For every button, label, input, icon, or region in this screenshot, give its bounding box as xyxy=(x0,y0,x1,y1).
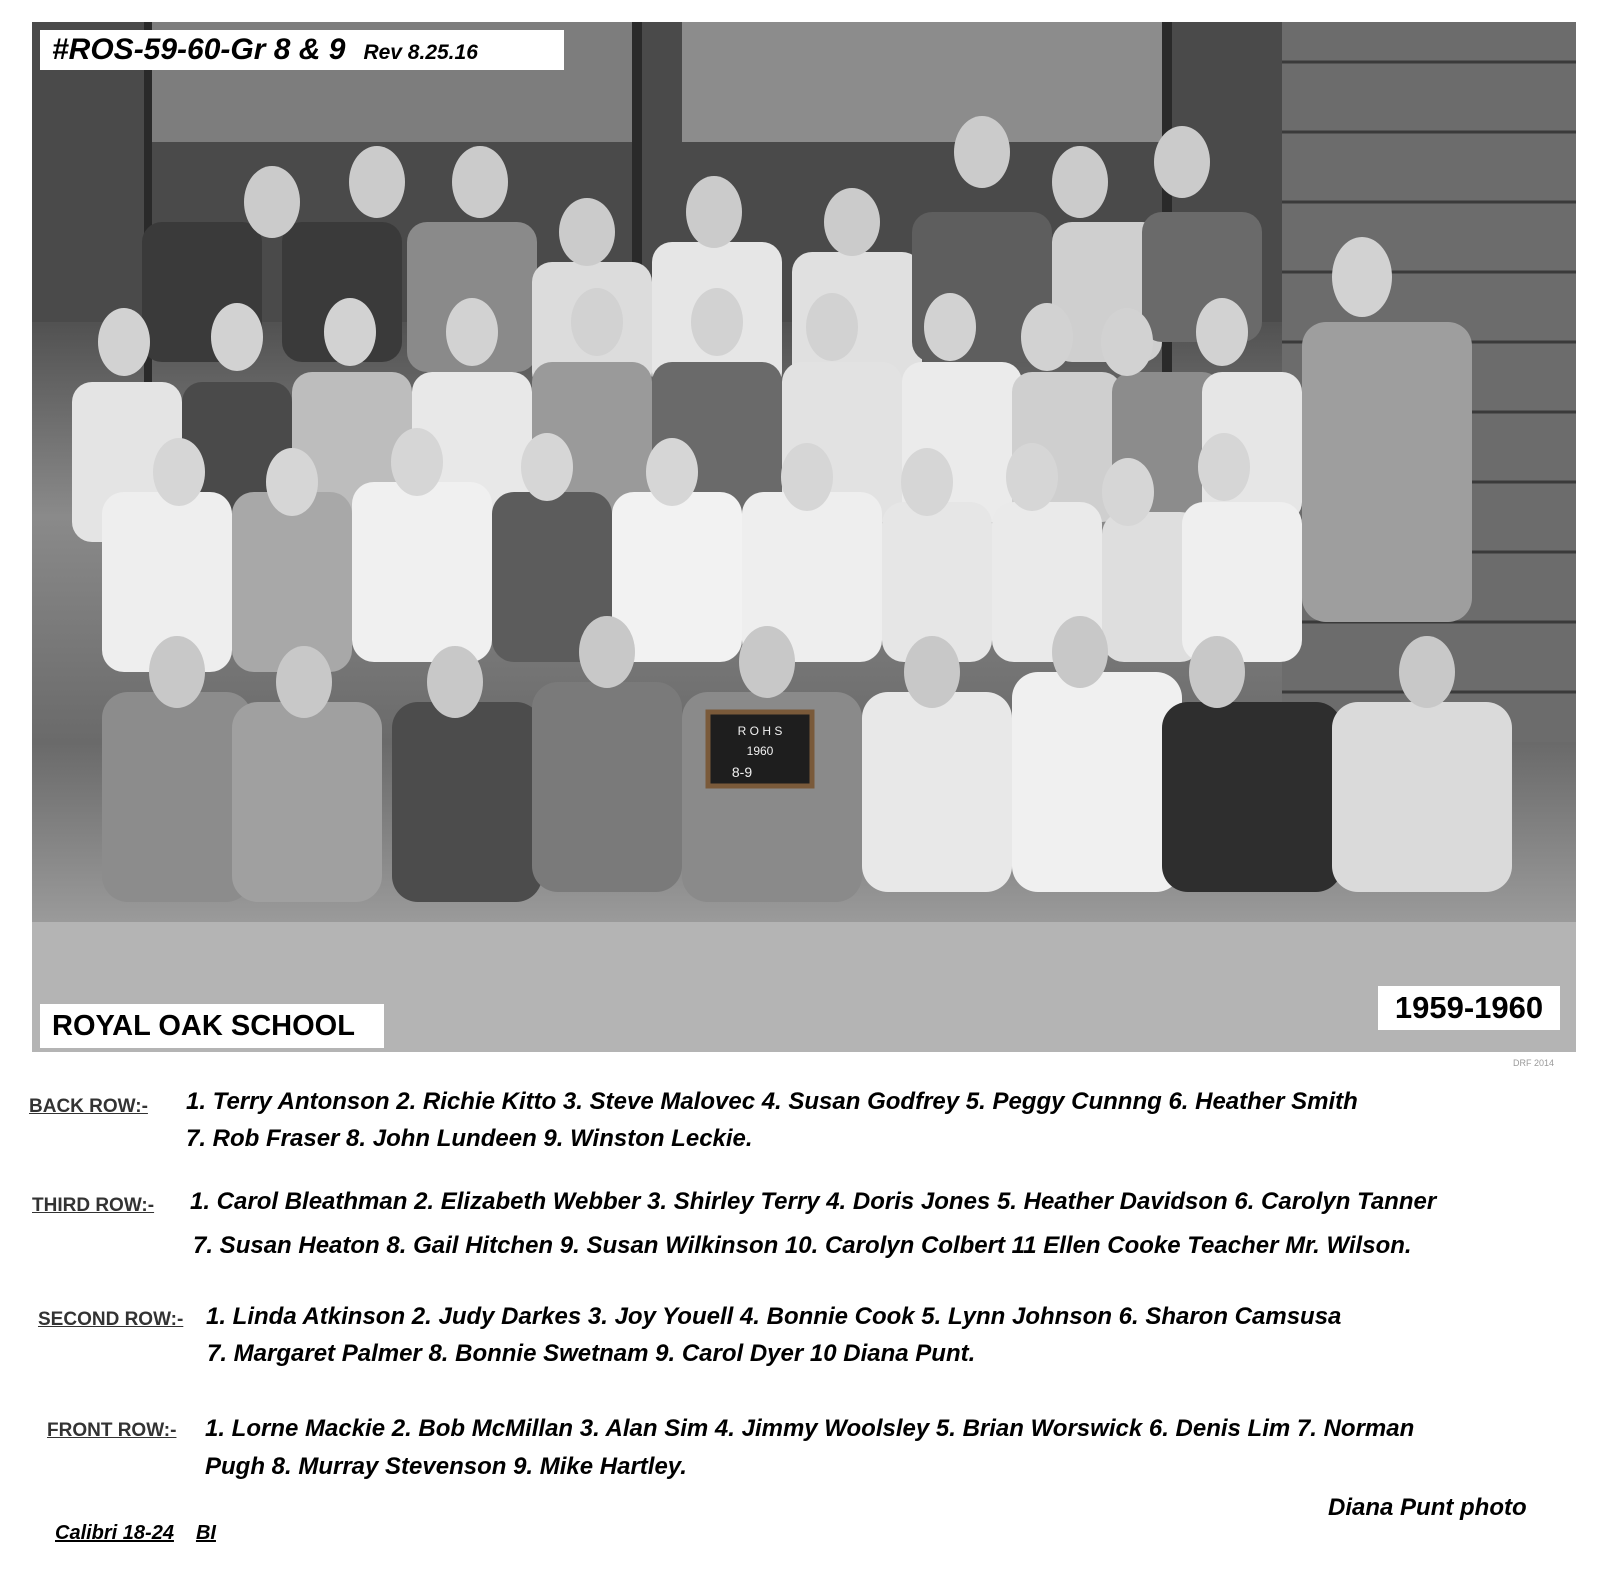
back-row-names-2: 7. Rob Fraser 8. John Lundeen 9. Winston Leckie. xyxy=(186,1125,753,1152)
third-row-label: THIRD ROW:- xyxy=(32,1195,155,1216)
photo-illustration xyxy=(32,22,1576,1052)
third-row-names-1: 1. Carol Bleathman 2. Elizabeth Webber 3. Shirley Terry 4. Doris Jones 5. Heather Davidson 6. Carolyn Tanner xyxy=(190,1188,1437,1215)
font-note xyxy=(55,1522,216,1545)
year-label: 1959-1960 xyxy=(1378,986,1560,1030)
slate-line-3: 8-9 xyxy=(731,764,753,780)
front-row-names-2: Pugh 8. Murray Stevenson 9. Mike Hartley. xyxy=(205,1453,687,1480)
photo-credit: Diana Punt photo xyxy=(1328,1494,1527,1521)
photo-revision: Rev 8.25.16 xyxy=(363,41,478,64)
watermark: DRF 2014 xyxy=(1513,1058,1555,1068)
font-style-note: BI xyxy=(195,1522,216,1544)
photo-id-text: #ROS-59-60-Gr 8 & 9 xyxy=(52,33,346,66)
front-row-names-1: 1. Lorne Mackie 2. Bob McMillan 3. Alan Sim 4. Jimmy Woolsley 5. Brian Worswick 6. Denis Lim 7. Norman xyxy=(205,1415,1415,1442)
second-row-names-2: 7. Margaret Palmer 8. Bonnie Swetnam 9. Carol Dyer 10 Diana Punt. xyxy=(207,1340,976,1367)
second-row-label: SECOND ROW:- xyxy=(38,1309,184,1330)
slate-line-1: R O H S xyxy=(737,724,783,738)
third-row-names-2: 7. Susan Heaton 8. Gail Hitchen 9. Susan Wilkinson 10. Carolyn Colbert 11 Ellen Cooke Teacher Mr. Wilson. xyxy=(193,1232,1412,1259)
slate-line-2: 1960 xyxy=(746,744,774,758)
class-photo xyxy=(32,22,1576,1052)
second-row-names-1: 1. Linda Atkinson 2. Judy Darkes 3. Joy Youell 4. Bonnie Cook 5. Lynn Johnson 6. Sharon Camsusa xyxy=(206,1303,1342,1330)
font-note-text: Calibri 18-24 xyxy=(55,1522,174,1544)
photo-id-label xyxy=(40,30,564,70)
slate xyxy=(708,712,812,786)
back-row-names-1: 1. Terry Antonson 2. Richie Kitto 3. Steve Malovec 4. Susan Godfrey 5. Peggy Cunnng 6. Heather Smith xyxy=(186,1088,1358,1115)
school-label: ROYAL OAK SCHOOL xyxy=(40,1004,384,1048)
back-row-label: BACK ROW:- xyxy=(29,1096,148,1117)
front-row-label: FRONT ROW:- xyxy=(47,1420,177,1441)
